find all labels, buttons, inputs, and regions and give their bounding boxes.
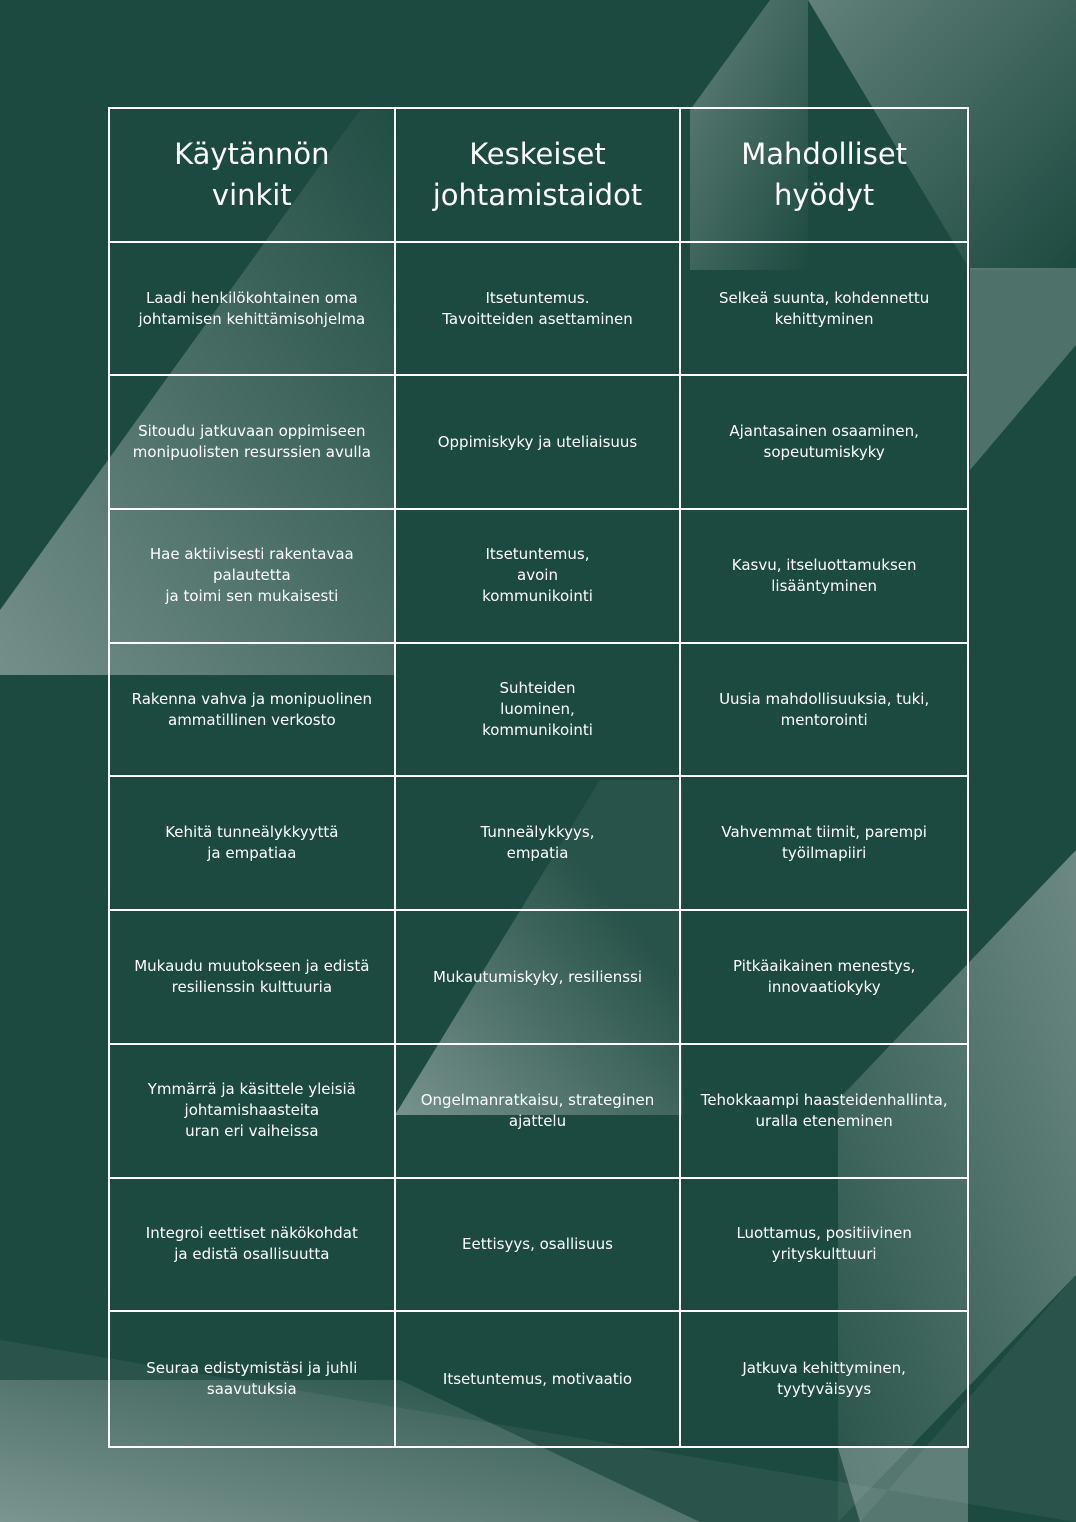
cell-text: Pitkäaikainen menestys, innovaatiokyky (733, 957, 916, 997)
cell-text: Rakenna vahva ja monipuolinen ammatillinen verkosto (131, 689, 373, 729)
table-cell (681, 911, 967, 1045)
cell-text: Kehitä tunneälykkyyttä ja empatiaa (165, 823, 339, 863)
cell-text: Seuraa edistymistäsi ja juhli saavutuksia (146, 1359, 358, 1399)
table-cell (681, 644, 967, 778)
table-cell (110, 243, 396, 377)
table-cell (681, 243, 967, 377)
table-cell (681, 777, 967, 911)
table-cell (396, 1179, 682, 1313)
cell-text: Integroi eettiset näkökohdat ja edistä osallisuutta (145, 1224, 358, 1264)
table-cell (396, 911, 682, 1045)
table-cell (396, 243, 682, 377)
table-cell (681, 1045, 967, 1179)
table-cell (396, 1312, 682, 1446)
cell-text: Vahvemmat tiimit, parempi työilmapiiri (721, 823, 927, 863)
table-cell (110, 777, 396, 911)
table-cell (110, 1045, 396, 1179)
table-cell (110, 644, 396, 778)
header-key-skills (396, 109, 682, 243)
cell-text: Ajantasainen osaaminen, sopeutumiskyky (729, 422, 919, 462)
header-label: Mahdolliset hyödyt (741, 136, 908, 212)
header-label: Käytännön vinkit (174, 136, 330, 212)
cell-text: Uusia mahdollisuuksia, tuki, mentorointi (719, 689, 930, 729)
table-cell (396, 510, 682, 644)
cell-text: Luottamus, positiivinen yrityskulttuuri (736, 1224, 912, 1264)
table-cell (681, 510, 967, 644)
cell-text: Jatkuva kehittyminen, tyytyväisyys (742, 1359, 906, 1399)
cell-text: Ongelmanratkaisu, strateginen ajattelu (420, 1090, 655, 1130)
table-cell (110, 376, 396, 510)
header-practical-tips (110, 109, 396, 243)
cell-text: Eettisyys, osallisuus (462, 1234, 613, 1253)
table-cell (396, 644, 682, 778)
cell-text: Itsetuntemus. Tavoitteiden asettaminen (442, 288, 633, 328)
table-cell (396, 777, 682, 911)
header-label: Keskeiset johtamistaidot (432, 136, 643, 212)
cell-text: Oppimiskyky ja uteliaisuus (437, 432, 638, 451)
table-cell (681, 1312, 967, 1446)
cell-text: Ymmärrä ja käsittele yleisiä johtamishaasteita uran eri vaiheissa (147, 1080, 356, 1141)
header-benefits (681, 109, 967, 243)
table-cell (110, 1312, 396, 1446)
cell-text: Mukautumiskyky, resilienssi (432, 967, 643, 986)
table-cell (681, 1179, 967, 1313)
cell-text: Itsetuntemus, motivaatio (442, 1369, 633, 1388)
cell-text: Laadi henkilökohtainen oma johtamisen kehittämisohjelma (138, 288, 366, 328)
table-cell (396, 1045, 682, 1179)
cell-text: Kasvu, itseluottamuksen lisääntyminen (731, 555, 917, 595)
cell-text: Mukaudu muutokseen ja edistä resilienssin kulttuuria (134, 957, 370, 997)
cell-text: Itsetuntemus, avoin kommunikointi (482, 545, 593, 606)
table-cell (396, 376, 682, 510)
cell-text: Selkeä suunta, kohdennettu kehittyminen (719, 288, 930, 328)
cell-text: Tunneälykkyys, empatia (480, 823, 595, 863)
cell-text: Tehokkaampi haasteidenhallinta, uralla eteneminen (700, 1090, 948, 1130)
leadership-table (108, 107, 969, 1448)
cell-text: Suhteiden luominen, kommunikointi (482, 679, 593, 740)
table-cell (110, 1179, 396, 1313)
table-cell (681, 376, 967, 510)
cell-text: Sitoudu jatkuvaan oppimiseen monipuolisten resurssien avulla (132, 422, 371, 462)
cell-text: Hae aktiivisesti rakentavaa palautetta ja toimi sen mukaisesti (149, 545, 354, 606)
table-cell (110, 911, 396, 1045)
table-cell (110, 510, 396, 644)
